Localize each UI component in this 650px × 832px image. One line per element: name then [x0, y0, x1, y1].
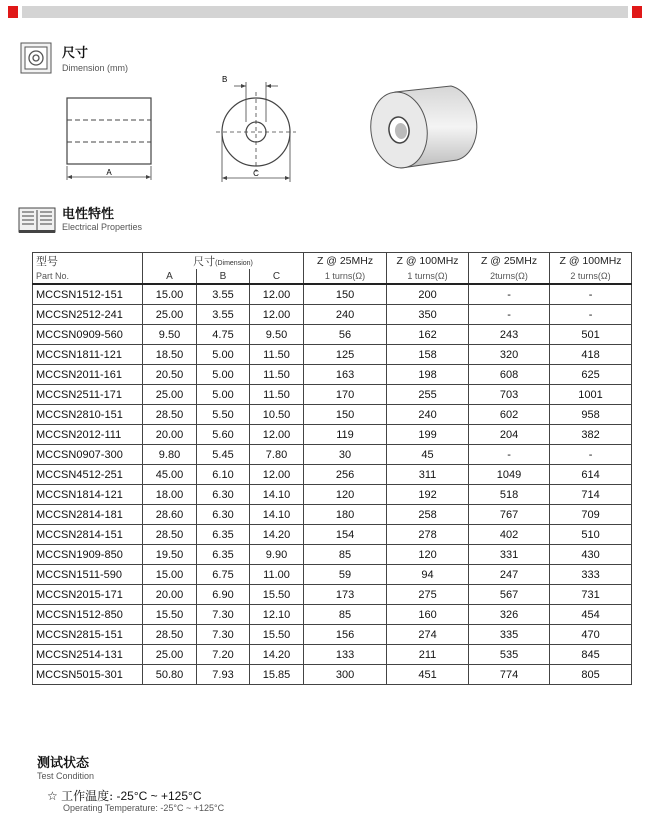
table-row	[33, 605, 632, 625]
table-cell: 454	[550, 605, 632, 625]
table-cell: 731	[550, 585, 632, 605]
table-cell: 240	[304, 305, 387, 325]
table-cell: 6.30	[197, 505, 250, 525]
table-cell: 211	[387, 645, 469, 665]
side-view-drawing	[55, 92, 165, 187]
front-view-drawing	[212, 72, 304, 187]
part-number-cell: MCCSN1511-590	[33, 565, 143, 585]
dimension-title: 尺寸	[62, 46, 89, 61]
table-cell: -	[469, 284, 550, 305]
table-cell: 85	[304, 605, 387, 625]
dimension-label-a: A	[106, 168, 112, 177]
table-row	[33, 645, 632, 665]
table-cell: 9.80	[143, 445, 197, 465]
table-cell: 19.50	[143, 545, 197, 565]
table-row	[33, 525, 632, 545]
table-cell: 56	[304, 325, 387, 345]
table-cell: 703	[469, 385, 550, 405]
table-cell: 470	[550, 625, 632, 645]
table-cell: 451	[387, 665, 469, 685]
table-cell: 5.45	[197, 445, 250, 465]
table-cell: 14.10	[250, 485, 304, 505]
table-cell: 198	[387, 365, 469, 385]
electrical-subtitle: Electrical Properties	[62, 222, 143, 232]
table-cell: 6.30	[197, 485, 250, 505]
table-cell: 25.00	[143, 305, 197, 325]
table-cell: 278	[387, 525, 469, 545]
table-row	[33, 385, 632, 405]
star-icon: ☆	[47, 789, 58, 803]
part-number-cell: MCCSN4512-251	[33, 465, 143, 485]
part-number-cell: MCCSN2015-171	[33, 585, 143, 605]
table-cell: 805	[550, 665, 632, 685]
table-cell: 311	[387, 465, 469, 485]
table-cell: 5.00	[197, 345, 250, 365]
table-row	[33, 305, 632, 325]
table-cell: 150	[304, 284, 387, 305]
table-cell: 20.50	[143, 365, 197, 385]
table-cell: 320	[469, 345, 550, 365]
table-cell: 275	[387, 585, 469, 605]
table-cell: 9.90	[250, 545, 304, 565]
table-cell: 625	[550, 365, 632, 385]
part-number-cell: MCCSN2815-151	[33, 625, 143, 645]
table-cell: 94	[387, 565, 469, 585]
table-cell: 10.50	[250, 405, 304, 425]
table-cell: 15.50	[250, 585, 304, 605]
table-cell: 30	[304, 445, 387, 465]
table-cell: 382	[550, 425, 632, 445]
table-body	[33, 284, 632, 685]
test-condition-subtitle: Test Condition	[37, 771, 95, 781]
header-z4: Z @ 100MHz	[550, 253, 632, 270]
table-cell: 350	[387, 305, 469, 325]
table-cell: 3.55	[197, 305, 250, 325]
header-col-c: C	[250, 269, 304, 284]
table-cell: 845	[550, 645, 632, 665]
table-cell: -	[550, 284, 632, 305]
table-row	[33, 665, 632, 685]
table-cell: 300	[304, 665, 387, 685]
table-cell: 120	[387, 545, 469, 565]
table-cell: 18.50	[143, 345, 197, 365]
table-cell: 331	[469, 545, 550, 565]
table-cell: 85	[304, 545, 387, 565]
table-row	[33, 365, 632, 385]
table-cell: 608	[469, 365, 550, 385]
part-number-cell: MCCSN1811-121	[33, 345, 143, 365]
table-cell: 9.50	[143, 325, 197, 345]
table-cell: 156	[304, 625, 387, 645]
table-cell: 15.50	[250, 625, 304, 645]
table-cell: 774	[469, 665, 550, 685]
table-cell: 45.00	[143, 465, 197, 485]
header-z2: Z @ 100MHz	[387, 253, 469, 270]
table-cell: 5.00	[197, 385, 250, 405]
table-cell: 15.00	[143, 284, 197, 305]
table-row	[33, 545, 632, 565]
gray-header-bar	[22, 6, 628, 18]
table-cell: 11.50	[250, 365, 304, 385]
table-cell: -	[550, 445, 632, 465]
table-cell: 12.00	[250, 305, 304, 325]
test-condition-title: 测试状态	[37, 756, 90, 771]
table-cell: 12.00	[250, 465, 304, 485]
header-z1: Z @ 25MHz	[304, 253, 387, 270]
header-part-en: Part No.	[33, 269, 143, 284]
table-cell: 120	[304, 485, 387, 505]
table-cell: 11.00	[250, 565, 304, 585]
book-icon	[18, 204, 56, 234]
table-cell: 199	[387, 425, 469, 445]
table-cell: 180	[304, 505, 387, 525]
table-cell: 163	[304, 365, 387, 385]
table-cell: 7.30	[197, 625, 250, 645]
header-col-a: A	[143, 269, 197, 284]
table-cell: 59	[304, 565, 387, 585]
table-cell: -	[550, 305, 632, 325]
part-number-cell: MCCSN0907-300	[33, 445, 143, 465]
table-cell: 7.93	[197, 665, 250, 685]
table-cell: 402	[469, 525, 550, 545]
table-row	[33, 325, 632, 345]
table-cell: 28.60	[143, 505, 197, 525]
table-cell: 28.50	[143, 525, 197, 545]
table-cell: 14.20	[250, 525, 304, 545]
table-cell: 6.90	[197, 585, 250, 605]
table-cell: 45	[387, 445, 469, 465]
table-cell: 28.50	[143, 625, 197, 645]
table-cell: 6.10	[197, 465, 250, 485]
table-cell: 518	[469, 485, 550, 505]
table-cell: 4.75	[197, 325, 250, 345]
table-cell: 7.80	[250, 445, 304, 465]
part-number-cell: MCCSN2514-131	[33, 645, 143, 665]
header-z1-sub: 1 turns(Ω)	[304, 269, 387, 284]
table-cell: 274	[387, 625, 469, 645]
table-cell: 9.50	[250, 325, 304, 345]
table-cell: 133	[304, 645, 387, 665]
part-number-cell: MCCSN2012-111	[33, 425, 143, 445]
table-cell: 714	[550, 485, 632, 505]
table-cell: 11.50	[250, 345, 304, 365]
table-cell: 501	[550, 325, 632, 345]
header-z2-sub: 1 turns(Ω)	[387, 269, 469, 284]
table-row	[33, 485, 632, 505]
table-cell: 173	[304, 585, 387, 605]
table-cell: 14.10	[250, 505, 304, 525]
table-cell: 14.20	[250, 645, 304, 665]
table-cell: 614	[550, 465, 632, 485]
table-row	[33, 585, 632, 605]
table-cell: 709	[550, 505, 632, 525]
table-cell: 602	[469, 405, 550, 425]
table-cell: 256	[304, 465, 387, 485]
table-cell: 333	[550, 565, 632, 585]
dimension-label-c: C	[253, 169, 259, 178]
table-cell: 5.50	[197, 405, 250, 425]
table-cell: 5.00	[197, 365, 250, 385]
table-cell: 150	[304, 405, 387, 425]
table-cell: 430	[550, 545, 632, 565]
part-number-cell: MCCSN2814-151	[33, 525, 143, 545]
header-col-b: B	[197, 269, 250, 284]
part-number-cell: MCCSN5015-301	[33, 665, 143, 685]
header-part-cn: 型号	[33, 253, 143, 270]
table-cell: 160	[387, 605, 469, 625]
table-cell: 255	[387, 385, 469, 405]
part-number-cell: MCCSN2814-181	[33, 505, 143, 525]
table-cell: 1049	[469, 465, 550, 485]
table-row	[33, 565, 632, 585]
table-cell: 6.75	[197, 565, 250, 585]
table-cell: 535	[469, 645, 550, 665]
part-number-cell: MCCSN1909-850	[33, 545, 143, 565]
operating-temperature-en: Operating Temperature: -25°C ~ +125°C	[63, 803, 225, 813]
table-cell: 20.00	[143, 425, 197, 445]
table-cell: 326	[469, 605, 550, 625]
table-cell: 28.50	[143, 405, 197, 425]
electrical-properties-table	[32, 252, 632, 685]
table-cell: 5.60	[197, 425, 250, 445]
right-red-block	[632, 6, 642, 18]
temp-label-cn: 工作温度:	[61, 789, 114, 803]
part-number-cell: MCCSN0909-560	[33, 325, 143, 345]
part-number-cell: MCCSN2511-171	[33, 385, 143, 405]
dimension-label-b: B	[222, 75, 228, 84]
table-row	[33, 405, 632, 425]
part-number-cell: MCCSN2810-151	[33, 405, 143, 425]
table-cell: 335	[469, 625, 550, 645]
table-cell: 15.00	[143, 565, 197, 585]
part-number-cell: MCCSN1512-151	[33, 284, 143, 305]
temp-value: -25°C ~ +125°C	[116, 789, 202, 803]
electrical-title: 电性特性	[62, 207, 115, 222]
table-cell: 170	[304, 385, 387, 405]
table-cell: 247	[469, 565, 550, 585]
table-cell: 243	[469, 325, 550, 345]
table-cell: 567	[469, 585, 550, 605]
table-cell: 258	[387, 505, 469, 525]
table-cell: 154	[304, 525, 387, 545]
part-number-cell: MCCSN2512-241	[33, 305, 143, 325]
top-decoration-bar	[8, 6, 642, 18]
table-row	[33, 345, 632, 365]
table-cell: 200	[387, 284, 469, 305]
table-cell: 11.50	[250, 385, 304, 405]
table-cell: 12.10	[250, 605, 304, 625]
header-z4-sub: 2 turns(Ω)	[550, 269, 632, 284]
table-row	[33, 625, 632, 645]
table-cell: 12.00	[250, 425, 304, 445]
left-red-block	[8, 6, 18, 18]
table-cell: 204	[469, 425, 550, 445]
table-cell: 192	[387, 485, 469, 505]
part-number-cell: MCCSN2011-161	[33, 365, 143, 385]
table-cell: 958	[550, 405, 632, 425]
table-cell: 12.00	[250, 284, 304, 305]
table-cell: 25.00	[143, 385, 197, 405]
table-cell: 20.00	[143, 585, 197, 605]
table-row	[33, 425, 632, 445]
part-number-cell: MCCSN1512-850	[33, 605, 143, 625]
operating-temperature-cn	[47, 787, 201, 804]
header-z3: Z @ 25MHz	[469, 253, 550, 270]
table-cell: 125	[304, 345, 387, 365]
table-cell: -	[469, 445, 550, 465]
dimension-icon	[20, 42, 52, 74]
table-cell: 240	[387, 405, 469, 425]
dimension-subtitle: Dimension (mm)	[62, 63, 129, 73]
table-cell: 158	[387, 345, 469, 365]
table-cell: 510	[550, 525, 632, 545]
table-row	[33, 445, 632, 465]
header-z3-sub: 2turns(Ω)	[469, 269, 550, 284]
table-row	[33, 505, 632, 525]
table-cell: 162	[387, 325, 469, 345]
table-cell: 767	[469, 505, 550, 525]
table-cell: 119	[304, 425, 387, 445]
table-cell: -	[469, 305, 550, 325]
table-cell: 15.50	[143, 605, 197, 625]
table-cell: 7.20	[197, 645, 250, 665]
table-cell: 50.80	[143, 665, 197, 685]
table-cell: 15.85	[250, 665, 304, 685]
perspective-view-drawing	[365, 80, 485, 180]
table-cell: 18.00	[143, 485, 197, 505]
table-cell: 6.35	[197, 525, 250, 545]
header-dimension: 尺寸(Dimension)	[143, 253, 304, 270]
table-row	[33, 284, 632, 305]
table-cell: 418	[550, 345, 632, 365]
table-row	[33, 465, 632, 485]
table-cell: 6.35	[197, 545, 250, 565]
table-cell: 7.30	[197, 605, 250, 625]
table-cell: 25.00	[143, 645, 197, 665]
table-cell: 1001	[550, 385, 632, 405]
part-number-cell: MCCSN1814-121	[33, 485, 143, 505]
table-cell: 3.55	[197, 284, 250, 305]
